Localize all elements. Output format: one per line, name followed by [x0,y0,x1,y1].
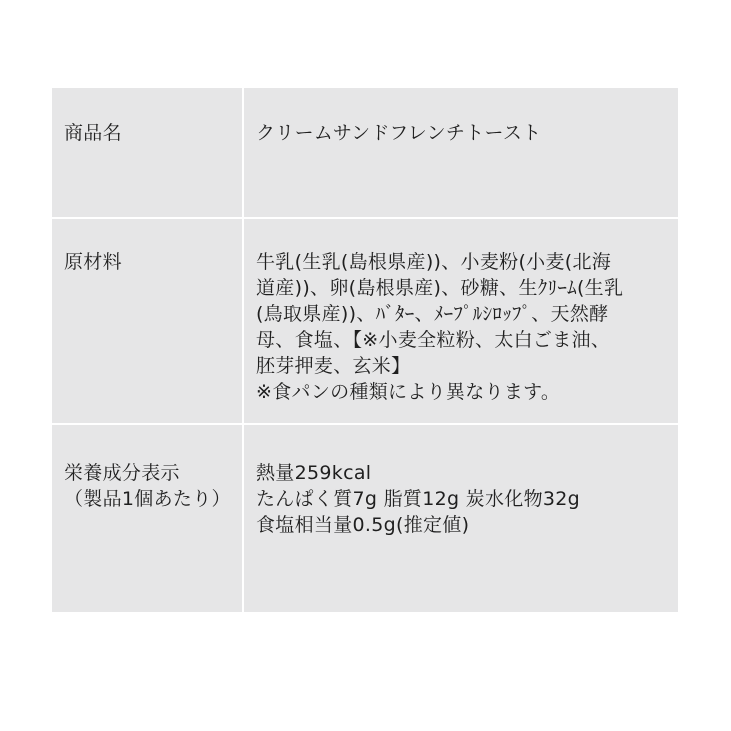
ingredients-line: 牛乳(生乳(島根県産))、小麦粉(小麦(北海 [256,251,612,273]
value-cell-ingredients [243,218,678,424]
product-info-table [52,88,678,612]
label-cell-ingredients [52,218,243,424]
label-nutrition-basis: （製品1個あたり） [64,488,231,510]
label-ingredients: 原材料 [64,251,122,273]
value-product-name: クリームサンドフレンチトースト [256,122,542,144]
ingredients-note: ※食パンの種類により異なります。 [256,381,561,403]
table-row-ingredients [52,218,678,424]
value-cell-product-name [243,88,678,218]
nutrition-macros: たんぱく質7g 脂質12g 炭水化物32g [256,488,581,510]
label-cell-product-name [52,88,243,218]
ingredients-line: 母、食塩、【※小麦全粒粉、太白ごま油、 [256,329,611,351]
label-cell-nutrition [52,424,243,612]
ingredients-line: 道産))、卵(島根県産)、砂糖、生ｸﾘｰﾑ(生乳 [256,277,624,299]
label-nutrition: 栄養成分表示 [64,462,180,484]
table-row-product-name [52,88,678,218]
ingredients-line: (鳥取県産))、ﾊﾞﾀｰ、ﾒｰﾌﾟﾙｼﾛｯﾌﾟ、天然酵 [256,303,609,325]
ingredients-line: 胚芽押麦、玄米】 [256,355,411,377]
nutrition-salt: 食塩相当量0.5g(推定値) [256,514,470,536]
label-product-name: 商品名 [64,122,122,144]
value-cell-nutrition [243,424,678,612]
nutrition-energy: 熱量259kcal [256,462,372,484]
table-row-nutrition [52,424,678,612]
